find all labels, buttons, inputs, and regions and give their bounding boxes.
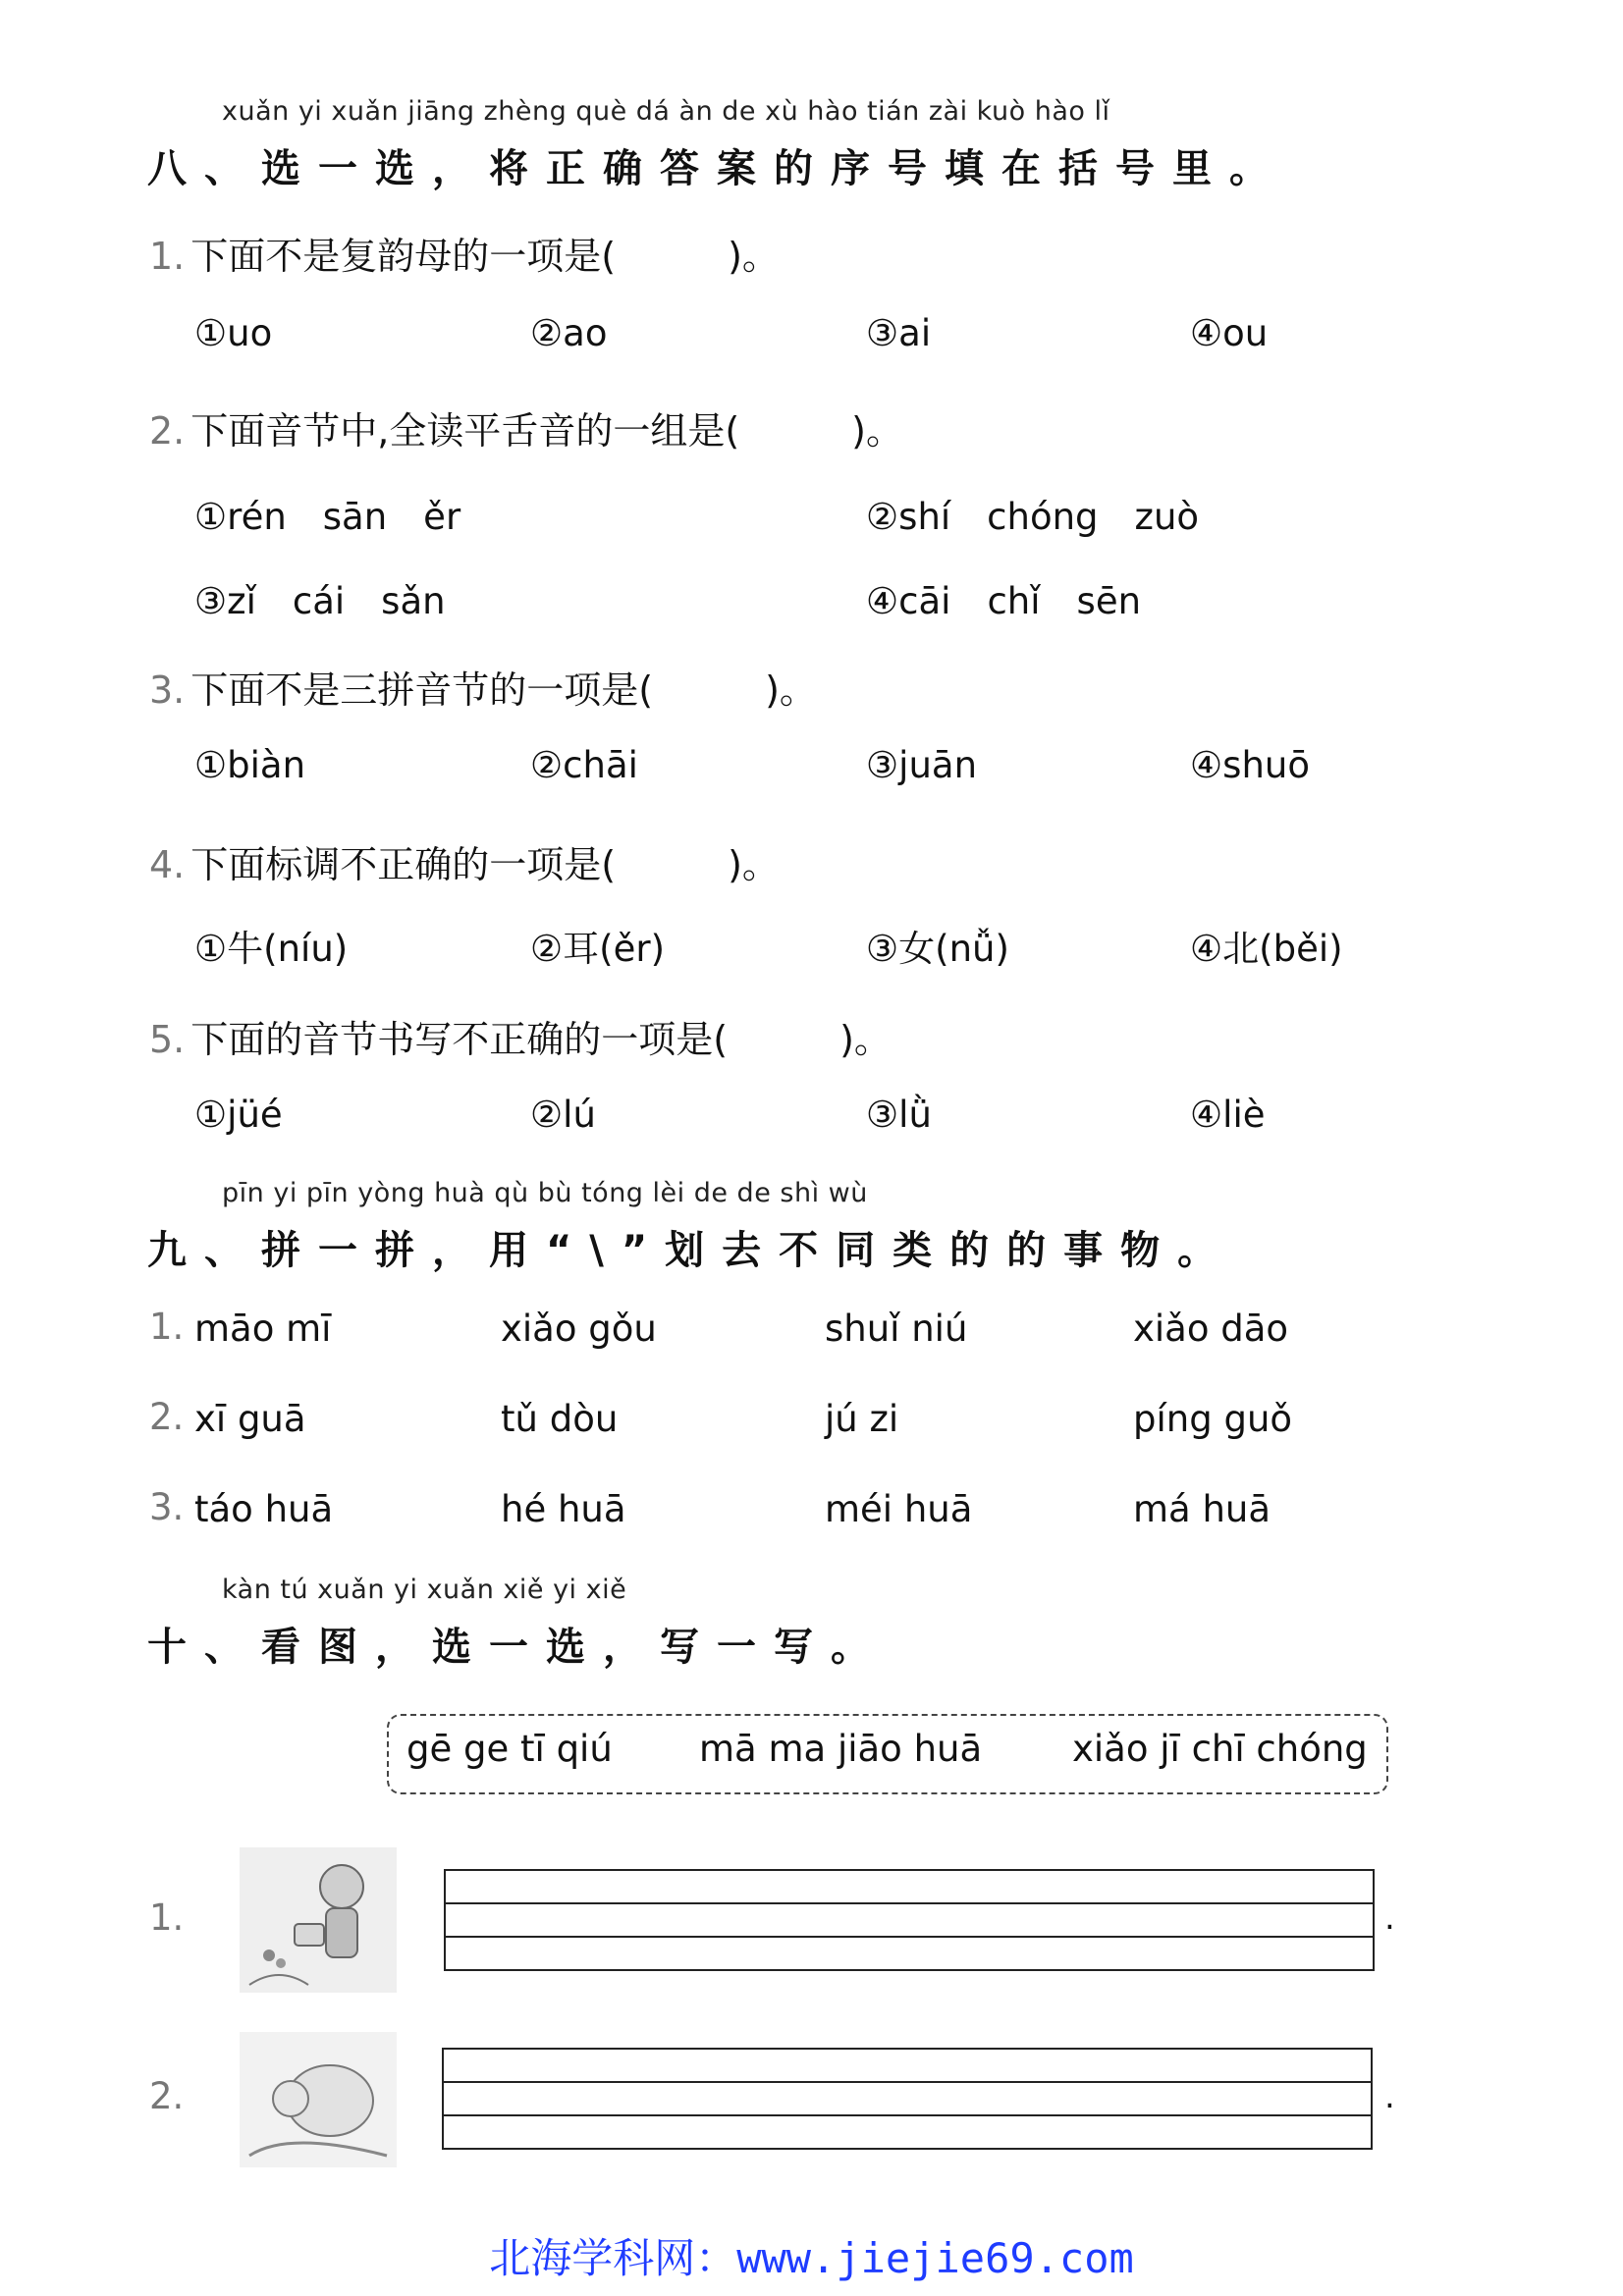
girl-watering-flowers-icon xyxy=(240,1847,397,1993)
word-item[interactable]: tǔ dòu xyxy=(501,1398,619,1440)
q5-option-3[interactable]: ③lǜ xyxy=(866,1094,932,1136)
word-item[interactable]: shuǐ niú xyxy=(825,1308,968,1350)
word-bank xyxy=(387,1714,1388,1794)
question-number: 1. xyxy=(149,235,186,278)
word-item[interactable]: méi huā xyxy=(825,1488,973,1530)
word-item[interactable]: xī guā xyxy=(194,1398,306,1440)
chick-eating-bug-image xyxy=(240,2032,397,2167)
word-bank-item[interactable]: gē ge tī qiú xyxy=(406,1728,613,1770)
question-text: 下面不是三拼音节的一项是( )。 xyxy=(190,668,817,712)
q1-option-4[interactable]: ④ou xyxy=(1190,312,1269,354)
item-number: 1. xyxy=(149,1896,185,1939)
q2-option-3[interactable]: ③zǐ cái sǎn xyxy=(194,580,446,622)
question-number: 2. xyxy=(149,409,186,453)
q3-option-3[interactable]: ③juān xyxy=(866,744,978,786)
word-item[interactable]: jú zi xyxy=(825,1398,899,1440)
section8-heading: 八、选一选，将正确答案的序号填在括号里。 xyxy=(147,146,1286,191)
q4-option-2[interactable]: ②耳(ěr) xyxy=(530,928,666,970)
footer-watermark: 北海学科网：www.jiejie69.com xyxy=(489,2234,1134,2282)
question-number: 3. xyxy=(149,668,186,712)
q1-option-2[interactable]: ②ao xyxy=(530,312,608,354)
q2-option-2[interactable]: ②shí chóng zuò xyxy=(866,496,1200,538)
word-item[interactable]: píng guǒ xyxy=(1133,1398,1293,1440)
question-number: 5. xyxy=(149,1018,186,1061)
q4-option-4[interactable]: ④北(běi) xyxy=(1190,928,1343,970)
row-number: 2. xyxy=(149,1396,185,1438)
word-item[interactable]: hé huā xyxy=(501,1488,626,1530)
q2-option-4[interactable]: ④cāi chǐ sēn xyxy=(866,580,1142,622)
girl-watering-flowers-image xyxy=(240,1847,397,1993)
section9-heading: 九、拼一拼，用“\”划去不同类的的事物。 xyxy=(147,1228,1235,1273)
section9-pinyin: pīn yi pīn yòng huà qù bù tóng lèi de de shì wù xyxy=(222,1178,868,1208)
word-bank-item[interactable]: mā ma jiāo huā xyxy=(699,1728,983,1770)
question-text: 下面不是复韵母的一项是( )。 xyxy=(190,235,780,278)
q3-option-1[interactable]: ①biàn xyxy=(194,744,306,786)
section8-pinyin: xuǎn yi xuǎn jiāng zhèng què dá àn de xù hào tián zài kuò hào lǐ xyxy=(222,96,1110,127)
q5-option-1[interactable]: ①jüé xyxy=(194,1094,283,1136)
writing-lines-1[interactable] xyxy=(444,1869,1375,1971)
q5-option-4[interactable]: ④liè xyxy=(1190,1094,1266,1136)
question-5 xyxy=(149,1009,892,1063)
question-2 xyxy=(149,400,903,454)
word-item[interactable]: má huā xyxy=(1133,1488,1271,1530)
q4-option-1[interactable]: ①牛(níu) xyxy=(194,928,349,970)
chick-eating-bug-icon xyxy=(240,2032,397,2167)
question-number: 4. xyxy=(149,843,186,886)
word-item[interactable]: māo mī xyxy=(194,1308,332,1350)
question-text: 下面标调不正确的一项是( )。 xyxy=(190,843,780,886)
question-text: 下面音节中,全读平舌音的一组是( )。 xyxy=(190,409,903,453)
word-item[interactable]: xiǎo gǒu xyxy=(501,1308,657,1350)
row-number: 1. xyxy=(149,1306,185,1348)
item-number: 2. xyxy=(149,2075,185,2117)
question-3 xyxy=(149,660,817,714)
writing-lines-2[interactable] xyxy=(442,2048,1373,2150)
word-bank-item[interactable]: xiǎo jī chī chóng xyxy=(1072,1728,1368,1770)
question-4 xyxy=(149,834,780,888)
word-item[interactable]: xiǎo dāo xyxy=(1133,1308,1289,1350)
section10-heading: 十、看图，选一选，写一写。 xyxy=(147,1625,888,1670)
word-item[interactable]: táo huā xyxy=(194,1488,334,1530)
question-1 xyxy=(149,226,780,280)
q5-option-2[interactable]: ②lú xyxy=(530,1094,596,1136)
q1-option-1[interactable]: ①uo xyxy=(194,312,273,354)
q1-option-3[interactable]: ③ai xyxy=(866,312,932,354)
q4-option-3[interactable]: ③女(nǚ) xyxy=(866,928,1009,970)
sentence-end-dot: . xyxy=(1384,1898,1395,1938)
q2-option-1[interactable]: ①rén sān ěr xyxy=(194,496,461,538)
section10-pinyin: kàn tú xuǎn yi xuǎn xiě yi xiě xyxy=(222,1575,627,1605)
q3-option-2[interactable]: ②chāi xyxy=(530,744,638,786)
row-number: 3. xyxy=(149,1486,185,1528)
sentence-end-dot: . xyxy=(1384,2077,1395,2116)
question-text: 下面的音节书写不正确的一项是( )。 xyxy=(190,1018,892,1061)
q3-option-4[interactable]: ④shuō xyxy=(1190,744,1310,786)
